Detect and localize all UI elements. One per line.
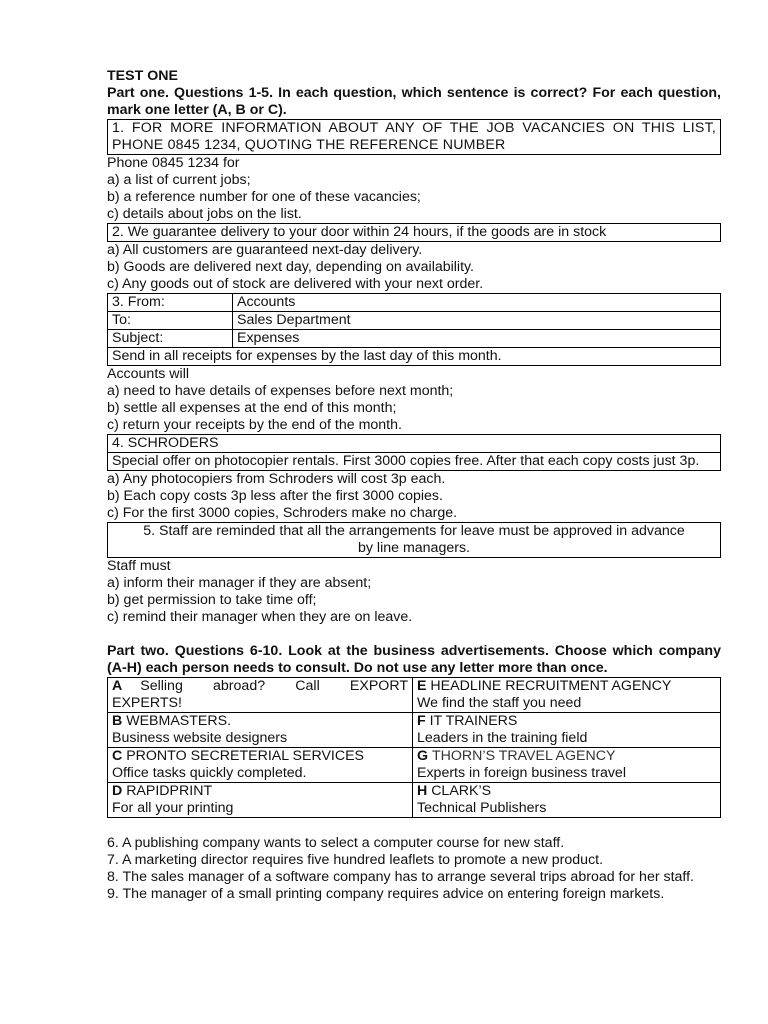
memo-message-row	[108, 348, 721, 366]
memo-subject-label: Subject:	[108, 330, 233, 348]
test-title: TEST ONE	[107, 68, 178, 84]
q4-option-b: b) Each copy costs 3p less after the first 3000 copies.	[107, 488, 443, 504]
ad-d-name-line	[112, 783, 408, 800]
ad-g-name-line	[417, 748, 716, 765]
ad-b-name-line	[112, 713, 408, 730]
q4-notice-box	[107, 434, 721, 471]
section-spacer	[107, 818, 721, 835]
memo-from-value: Accounts	[233, 294, 721, 312]
ad-f	[413, 713, 721, 748]
ad-name: Selling abroad? Call EXPORT	[140, 678, 408, 694]
ad-name: CLARK’S	[431, 783, 492, 799]
memo-to-row	[108, 312, 721, 330]
ads-row	[108, 748, 721, 783]
memo-subject-value: Expenses	[233, 330, 721, 348]
q1-option-b: b) a reference number for one of these vacancies;	[107, 189, 421, 205]
q4-notice: Special offer on photocopier rentals. First 3000 copies free. After that each copy costs just 3p.	[108, 453, 721, 471]
ads-row	[108, 678, 721, 713]
q5-notice	[107, 522, 721, 558]
ad-sub: Technical Publishers	[417, 800, 547, 816]
ad-a-name-line	[112, 678, 408, 695]
memo-subject-row	[108, 330, 721, 348]
ad-e	[413, 678, 721, 713]
ad-letter: F	[417, 713, 430, 729]
q3-option-b: b) settle all expenses at the end of this month;	[107, 400, 397, 416]
ad-sub: For all your printing	[112, 800, 234, 816]
ad-letter: H	[417, 783, 432, 799]
ad-letter: A	[112, 678, 123, 694]
ad-c	[108, 748, 413, 783]
q1-option-a: a) a list of current jobs;	[107, 172, 251, 188]
ad-letter: B	[112, 713, 127, 729]
memo-message: Send in all receipts for expenses by the last day of this month.	[108, 348, 721, 366]
ad-name: WEBMASTERS.	[126, 713, 232, 729]
ad-sub: Experts in foreign business travel	[417, 765, 626, 781]
memo-from-label: 3. From:	[108, 294, 233, 312]
ads-table	[107, 677, 721, 818]
q4-option-c: c) For the first 3000 copies, Schroders make no charge.	[107, 505, 458, 521]
q4-company: 4. SCHRODERS	[108, 435, 721, 453]
part-one-heading: Part one. Questions 1-5. In each question, which sentence is correct? For each question, mark one letter (A, B or C).	[107, 85, 721, 118]
q4-option-a: a) Any photocopiers from Schroders will cost 3p each.	[107, 471, 446, 487]
question-9: 9. The manager of a small printing company requires advice on entering foreign markets.	[107, 886, 665, 902]
ad-f-name-line	[417, 713, 716, 730]
q3-stem: Accounts will	[107, 366, 190, 382]
ad-name: THORN’S TRAVEL AGENCY	[431, 748, 616, 764]
ad-letter: E	[417, 678, 431, 694]
q5-notice-line1: 5. Staff are reminded that all the arrangements for leave must be approved in advance	[143, 523, 685, 539]
q3-option-c: c) return your receipts by the end of the month.	[107, 417, 402, 433]
memo-to-label: To:	[108, 312, 233, 330]
question-6: 6. A publishing company wants to select a computer course for new staff.	[107, 835, 565, 851]
q5-notice-line2: by line managers.	[358, 540, 470, 556]
section-spacer	[107, 626, 721, 643]
ad-h-name-line	[417, 783, 716, 800]
ad-name: HEADLINE RECRUITMENT AGENCY	[430, 678, 672, 694]
test-page	[107, 68, 721, 903]
q2-option-c: c) Any goods out of stock are delivered with your next order.	[107, 276, 484, 292]
memo-to-value: Sales Department	[233, 312, 721, 330]
q5-option-a: a) inform their manager if they are absent;	[107, 575, 372, 591]
ad-sub: Business website designers	[112, 730, 288, 746]
q2-notice: 2. We guarantee delivery to your door within 24 hours, if the goods are in stock	[107, 223, 721, 242]
q2-option-b: b) Goods are delivered next day, depending on availability.	[107, 259, 475, 275]
ad-sub: Office tasks quickly completed.	[112, 765, 307, 781]
q1-stem: Phone 0845 1234 for	[107, 155, 240, 171]
ad-name: PRONTO SECRETERIAL SERVICES	[126, 748, 365, 764]
ads-row	[108, 713, 721, 748]
ad-name: IT TRAINERS	[429, 713, 518, 729]
q1-notice: 1. FOR MORE INFORMATION ABOUT ANY OF THE JOB VACANCIES ON THIS LIST, PHONE 0845 1234, QUOTING THE REFERENCE NUMBER	[107, 119, 721, 155]
ad-e-name-line	[417, 678, 716, 695]
q1-option-c: c) details about jobs on the list.	[107, 206, 302, 222]
ad-sub: We find the staff you need	[417, 695, 582, 711]
part-two-heading: Part two. Questions 6-10. Look at the business advertisements. Choose which company (A-H) each person needs to consult. Do not use any letter more than once.	[107, 643, 721, 676]
question-7: 7. A marketing director requires five hundred leaflets to promote a new product.	[107, 852, 604, 868]
q5-option-c: c) remind their manager when they are on leave.	[107, 609, 413, 625]
ad-letter: G	[417, 748, 432, 764]
memo-from-row	[108, 294, 721, 312]
q5-stem: Staff must	[107, 558, 171, 574]
q5-option-b: b) get permission to take time off;	[107, 592, 317, 608]
ad-g	[413, 748, 721, 783]
ad-a	[108, 678, 413, 713]
ad-name: RAPIDPRINT	[126, 783, 213, 799]
question-8: 8. The sales manager of a software company has to arrange several trips abroad for her staff.	[107, 869, 694, 885]
ad-d	[108, 783, 413, 818]
ad-letter: C	[112, 748, 127, 764]
ad-c-name-line	[112, 748, 408, 765]
q3-option-a: a) need to have details of expenses before next month;	[107, 383, 454, 399]
ad-letter: D	[112, 783, 127, 799]
q3-memo	[107, 293, 721, 366]
ad-sub: EXPERTS!	[112, 695, 182, 711]
ad-sub: Leaders in the training field	[417, 730, 588, 746]
ad-h	[413, 783, 721, 818]
q2-option-a: a) All customers are guaranteed next-day delivery.	[107, 242, 423, 258]
ad-b	[108, 713, 413, 748]
ads-row	[108, 783, 721, 818]
